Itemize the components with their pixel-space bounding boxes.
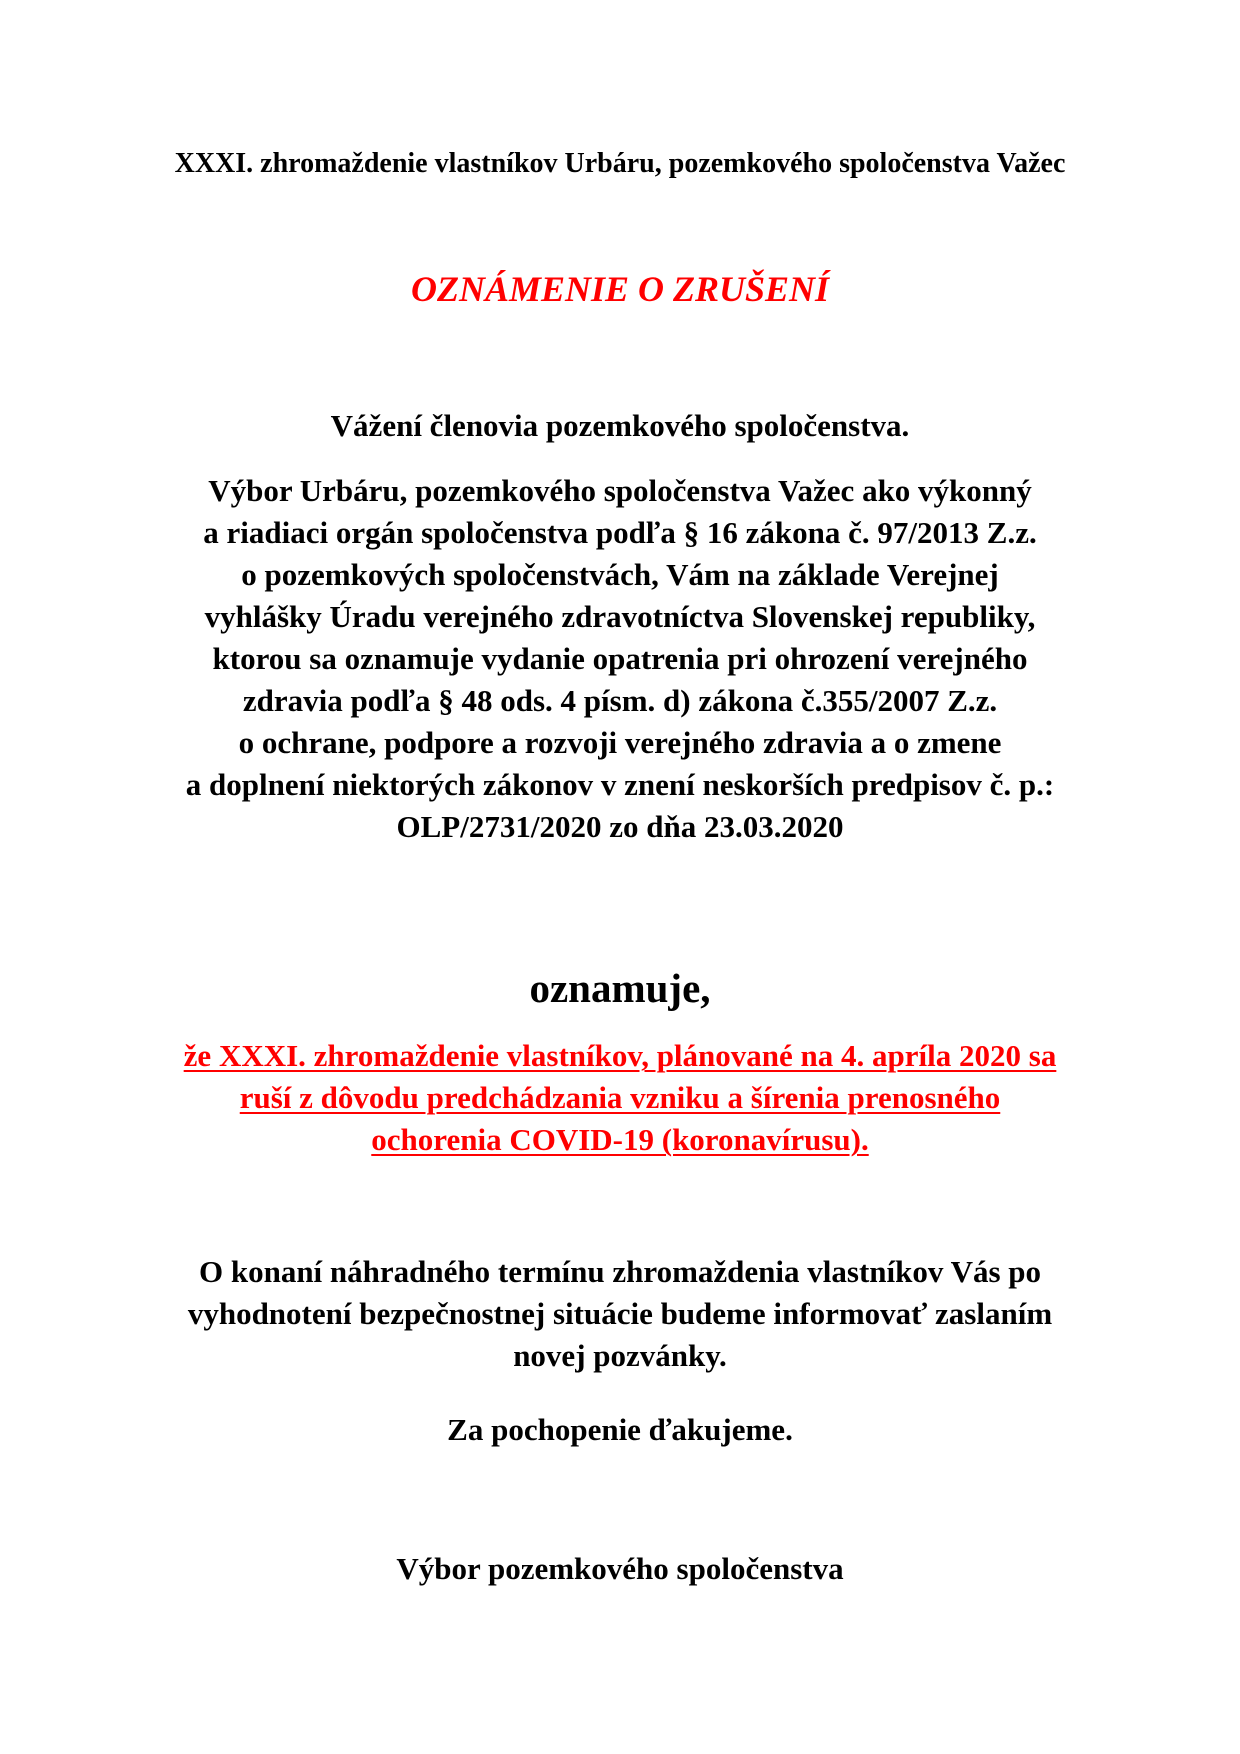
info-line: vyhodnotení bezpečnostnej situácie budeme informovať zaslaním [187,1296,1053,1331]
intro-line: OLP/2731/2020 zo dňa 23.03.2020 [396,809,844,844]
intro-line: o pozemkových spoločenstvách, Vám na základe Verejnej [241,557,999,592]
info-line: O konaní náhradného termínu zhromaždenia vlastníkov Vás po [198,1254,1042,1289]
signature: Výbor pozemkového spoločenstva [396,1551,844,1586]
intro-line: a doplnení niektorých zákonov v znení neskorších predpisov č. p.: [185,767,1055,802]
intro-line: zdravia podľa § 48 ods. 4 písm. d) zákona č.355/2007 Z.z. [242,683,998,718]
intro-line: ktorou sa oznamuje vydanie opatrenia pri ohrození verejného [212,641,1028,676]
cancellation-line: ruší z dôvodu predchádzania vzniku a šírenia prenosného [239,1080,1001,1115]
cancellation-line: že XXXI. zhromaždenie vlastníkov, plánované na 4. apríla 2020 sa [183,1038,1057,1073]
intro-line: a riadiaci orgán spoločenstva podľa § 16 zákona č. 97/2013 Z.z. [203,515,1037,550]
thanks-line: Za pochopenie ďakujeme. [447,1412,793,1447]
greeting: Vážení členovia pozemkového spoločenstva. [330,408,910,443]
cancellation-line: ochorenia COVID-19 (koronavírusu). [371,1122,869,1157]
cancellation-announcement-title: OZNÁMENIE O ZRUŠENÍ [410,269,830,309]
info-line: novej pozvánky. [513,1338,727,1373]
document-header-title: XXXI. zhromaždenie vlastníkov Urbáru, pozemkového spoločenstva Važec [174,148,1066,179]
intro-line: Výbor Urbáru, pozemkového spoločenstva Važec ako výkonný [208,473,1032,508]
intro-line: o ochrane, podpore a rozvoji verejného zdravia a o zmene [238,725,1002,760]
intro-line: vyhlášky Úradu verejného zdravotníctva Slovenskej republiky, [204,599,1036,634]
oznamuje-heading: oznamuje, [529,965,711,1011]
